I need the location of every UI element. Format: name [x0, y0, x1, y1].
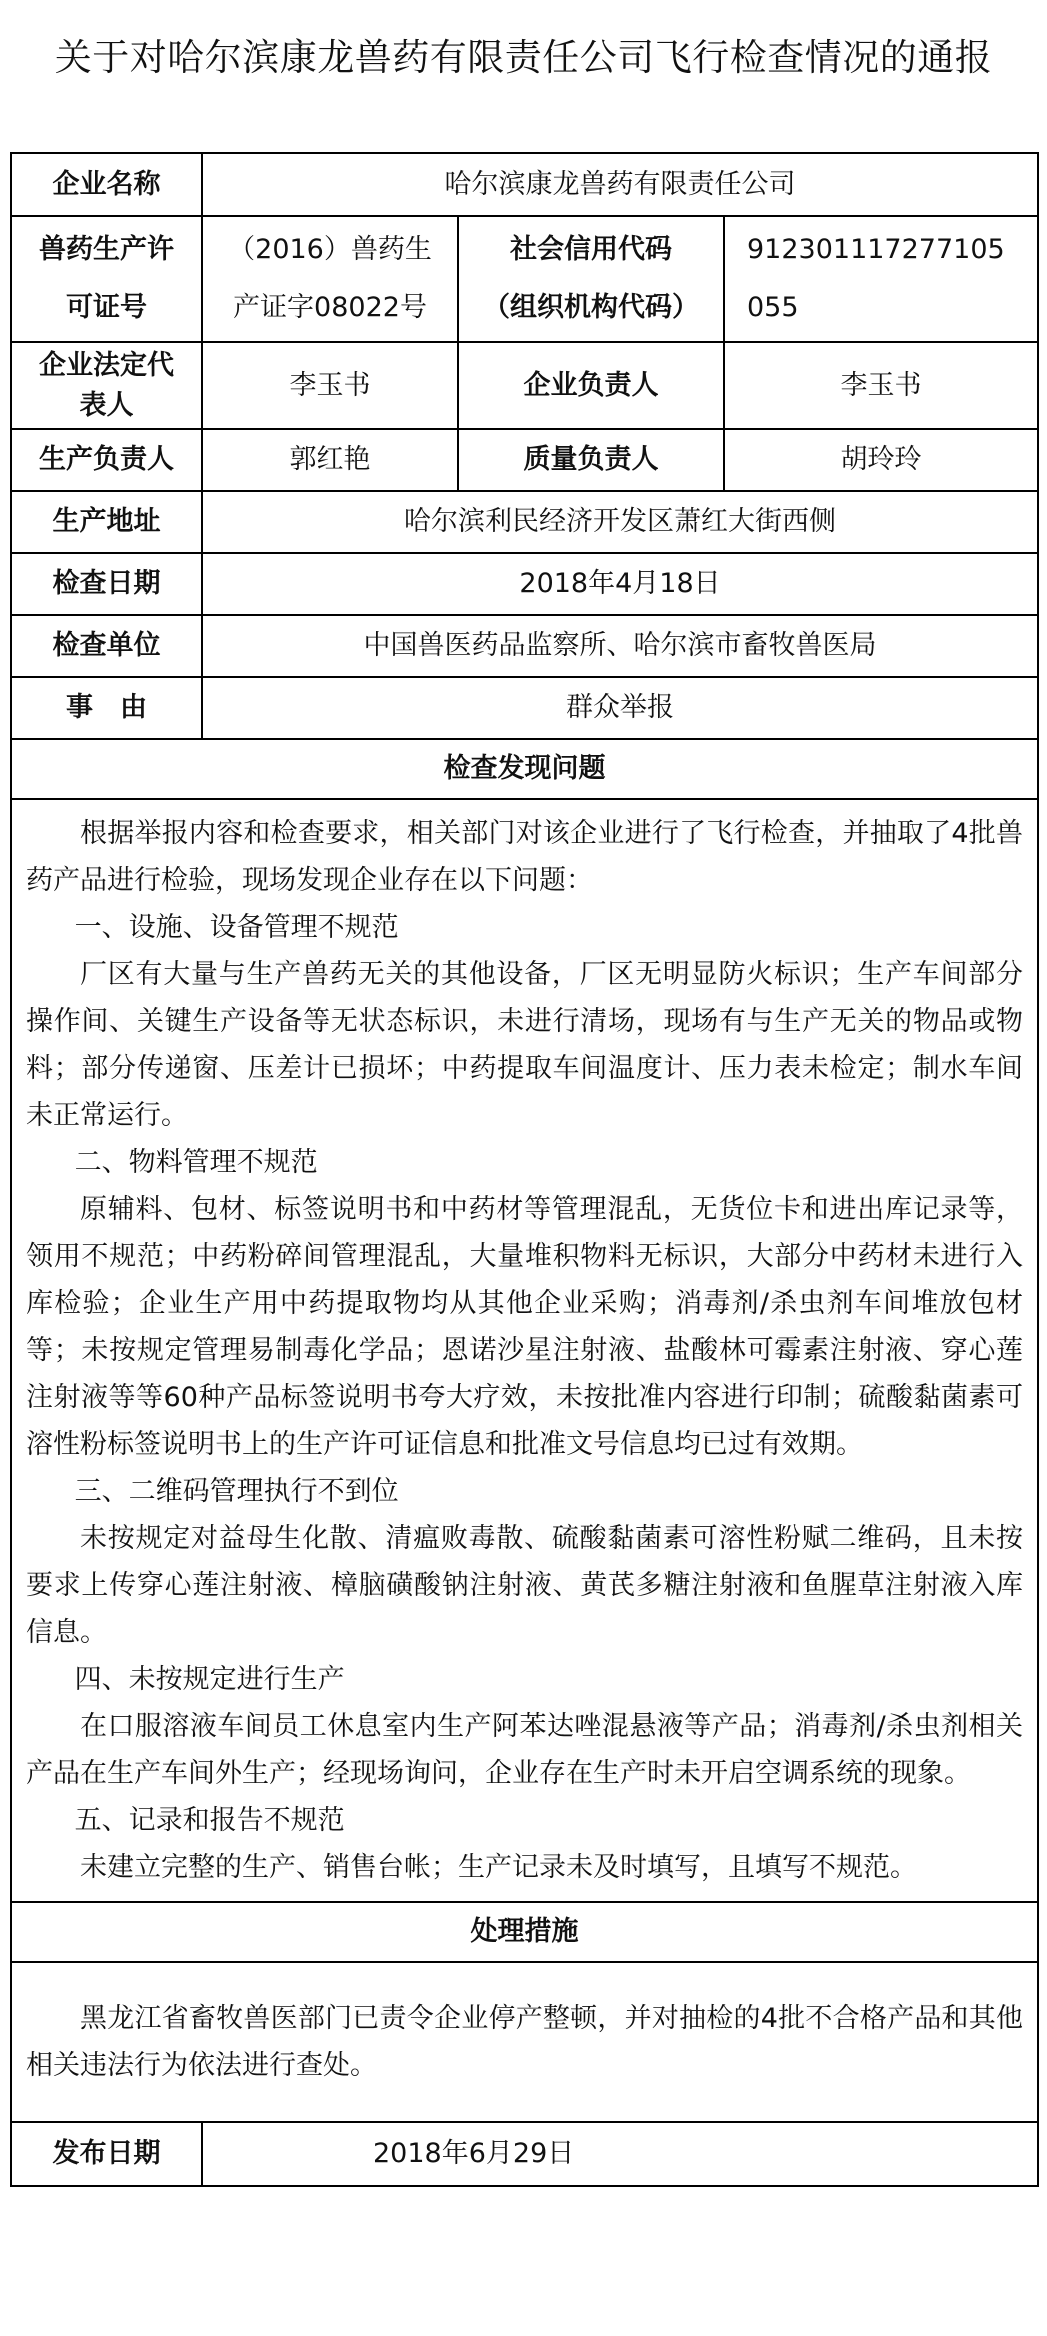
finding-4-title: 四、未按规定进行生产	[74, 1664, 345, 1695]
row-inspection-date	[11, 553, 1038, 615]
company-name-label: 企业名称	[11, 153, 202, 216]
finding-3-title: 三、二维码管理执行不到位	[74, 1476, 399, 1507]
row-inspector	[11, 615, 1038, 677]
credit-code-value	[724, 216, 1038, 342]
row-license	[11, 216, 1038, 342]
legal-rep-label	[11, 342, 202, 429]
finding-4-text: 在口服溶液车间员工休息室内生产阿苯达唑混悬液等产品；消毒剂/杀虫剂相关产品在生产车间外生产；经现场询问，企业存在生产时未开启空调系统的现象。	[26, 1711, 1024, 1789]
row-findings-heading	[11, 739, 1038, 799]
inspector-label: 检查单位	[11, 615, 202, 677]
legal-rep-label-line1: 企业法定代	[39, 349, 174, 381]
license-value	[202, 216, 458, 342]
finding-1-text: 厂区有大量与生产兽药无关的其他设备，厂区无明显防火标识；生产车间部分操作间、关键生产设备等无状态标识，未进行清场，现场有与生产无关的物品或物料；部分传递窗、压差计已损坏；中药提取车间温度计、压力表未检定；制水车间未正常运行。	[26, 959, 1024, 1131]
principal-label: 企业负责人	[458, 342, 724, 429]
row-measures-heading	[11, 1902, 1038, 1962]
row-heads	[11, 429, 1038, 491]
inspection-date-label: 检查日期	[11, 553, 202, 615]
finding-2-text: 原辅料、包材、标签说明书和中药材等管理混乱，无货位卡和进出库记录等，领用不规范；中药粉碎间管理混乱，大量堆积物料无标识，大部分中药材未进行入库检验；企业生产用中药提取物均从其他企业采购；消毒剂/杀虫剂车间堆放包材等；未按规定管理易制毒化学品；恩诺沙星注射液、盐酸林可霉素注射液、穿心莲注射液等等60种产品标签说明书夸大疗效，未按批准内容进行印制；硫酸黏菌素可溶性粉标签说明书上的生产许可证信息和批准文号信息均已过有效期。	[26, 1194, 1024, 1460]
finding-2-title: 二、物料管理不规范	[74, 1147, 318, 1178]
reason-value: 群众举报	[202, 677, 1038, 739]
row-publish-date	[11, 2122, 1038, 2186]
measures-text: 黑龙江省畜牧兽医部门已责令企业停产整顿，并对抽检的4批不合格产品和其他相关违法行为依法进行查处。	[26, 2003, 1024, 2081]
credit-code-label	[458, 216, 724, 342]
finding-3-text: 未按规定对益母生化散、清瘟败毒散、硫酸黏菌素可溶性粉赋二维码，且未按要求上传穿心莲注射液、樟脑磺酸钠注射液、黄芪多糖注射液和鱼腥草注射液入库信息。	[26, 1523, 1024, 1648]
quality-head-label: 质量负责人	[458, 429, 724, 491]
principal-value: 李玉书	[724, 342, 1038, 429]
license-label-line1: 兽药生产许	[39, 234, 174, 265]
reason-label: 事 由	[11, 677, 202, 739]
credit-label-line2: （组织机构代码）	[483, 292, 699, 323]
address-value: 哈尔滨利民经济开发区萧红大街西侧	[202, 491, 1038, 553]
company-name-value: 哈尔滨康龙兽药有限责任公司	[202, 153, 1038, 216]
findings-heading: 检查发现问题	[11, 739, 1038, 799]
row-measures-body	[11, 1962, 1038, 2122]
quality-head-value: 胡玲玲	[724, 429, 1038, 491]
finding-1-title: 一、设施、设备管理不规范	[74, 912, 399, 943]
notice-table	[10, 152, 1039, 2187]
row-company-name	[11, 153, 1038, 216]
row-findings-body	[11, 799, 1038, 1902]
measures-heading: 处理措施	[11, 1902, 1038, 1962]
credit-label-line1: 社会信用代码	[510, 234, 672, 265]
license-label	[11, 216, 202, 342]
findings-body	[11, 799, 1038, 1902]
finding-5-title: 五、记录和报告不规范	[74, 1805, 345, 1836]
publish-date-value: 2018年6月29日	[202, 2122, 1038, 2186]
publish-date-label: 发布日期	[11, 2122, 202, 2186]
measures-body	[11, 1962, 1038, 2122]
license-label-line2: 可证号	[66, 292, 147, 323]
finding-5-text: 未建立完整的生产、销售台帐；生产记录未及时填写，且填写不规范。	[80, 1852, 917, 1883]
production-head-label: 生产负责人	[11, 429, 202, 491]
findings-intro: 根据举报内容和检查要求，相关部门对该企业进行了飞行检查，并抽取了4批兽药产品进行检验，现场发现企业存在以下问题：	[26, 818, 1024, 896]
inspector-value: 中国兽医药品监察所、哈尔滨市畜牧兽医局	[202, 615, 1038, 677]
address-label: 生产地址	[11, 491, 202, 553]
license-value-line1: （2016）兽药生	[228, 234, 432, 265]
credit-value-line2: 055	[747, 292, 799, 323]
row-reason	[11, 677, 1038, 739]
legal-rep-label-line2: 表人	[79, 389, 134, 421]
row-address	[11, 491, 1038, 553]
license-value-line2: 产证字08022号	[233, 292, 427, 323]
inspection-date-value: 2018年4月18日	[202, 553, 1038, 615]
production-head-value: 郭红艳	[202, 429, 458, 491]
page-title: 关于对哈尔滨康龙兽药有限责任公司飞行检查情况的通报	[54, 36, 993, 79]
legal-rep-value: 李玉书	[202, 342, 458, 429]
row-legal-rep	[11, 342, 1038, 429]
credit-value-line1: 912301117277105	[747, 234, 1005, 265]
